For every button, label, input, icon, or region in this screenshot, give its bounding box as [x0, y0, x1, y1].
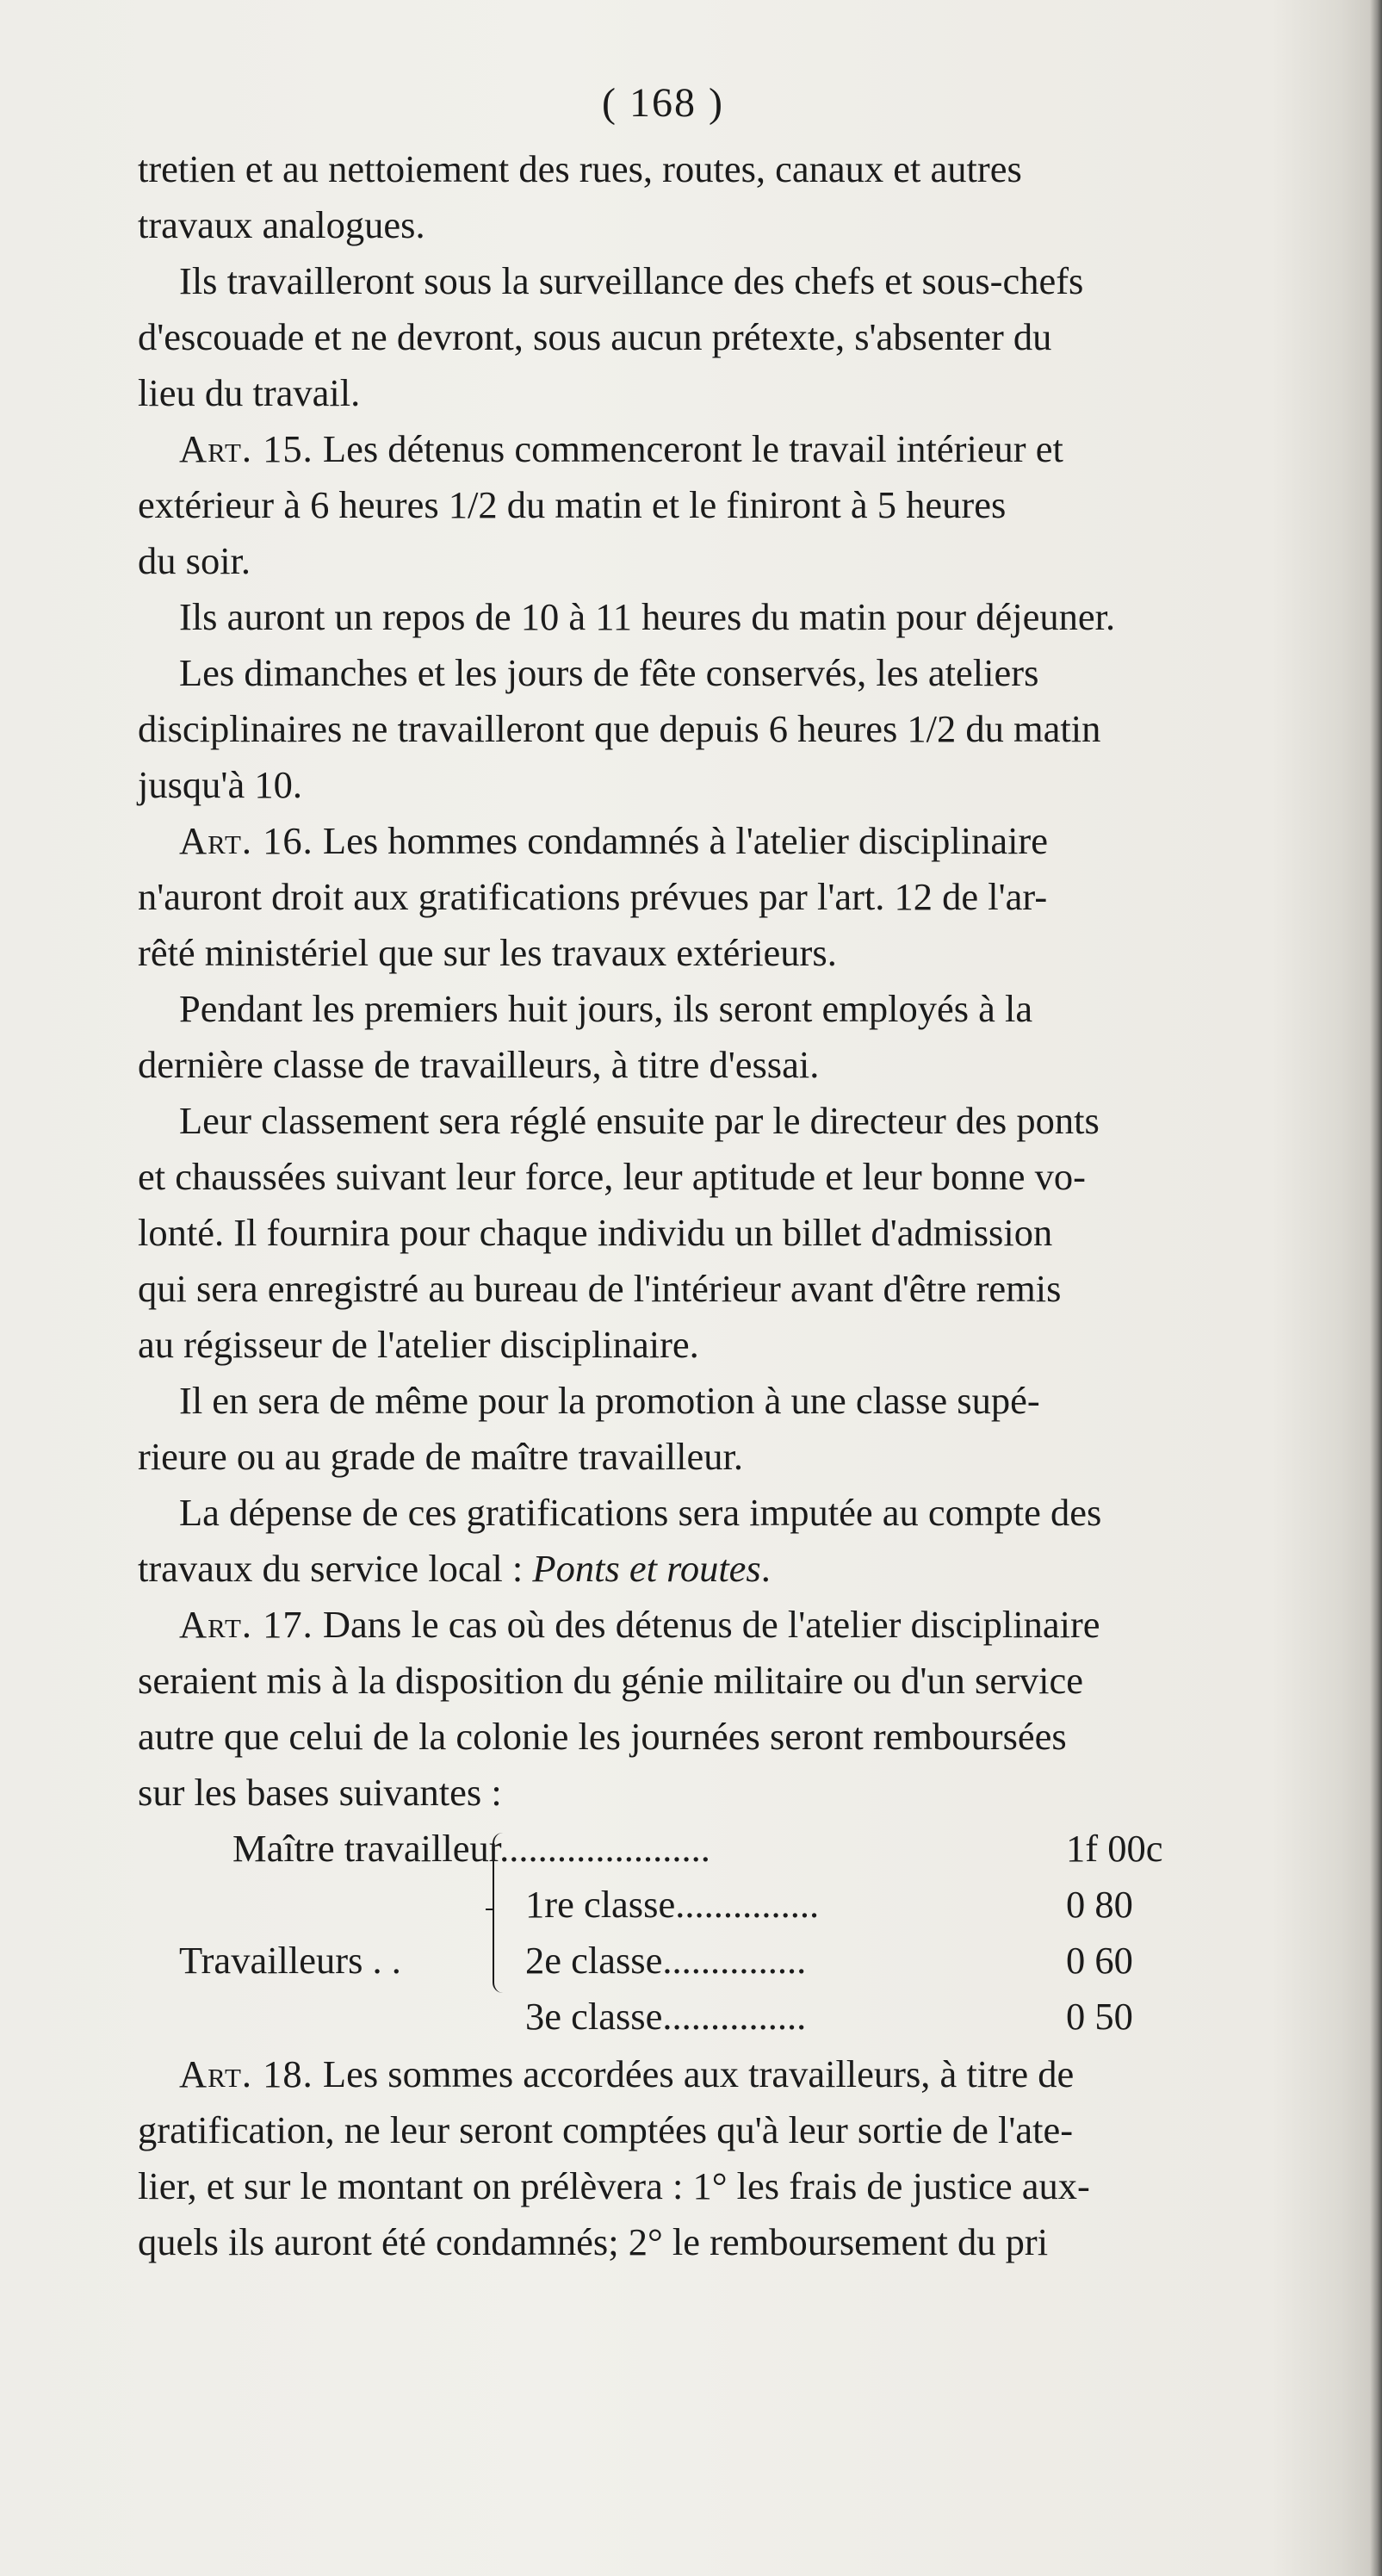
text-line: Les détenus commenceront le travail intérieur et [322, 427, 1063, 470]
wage-row-class1: 1re classe............... [525, 1883, 820, 1926]
brace [493, 1833, 506, 1993]
text-line: Ils auront un repos de 10 à 11 heures du matin pour déjeuner. [179, 595, 1116, 638]
article-line [138, 2046, 1360, 2102]
text-line: Ils travailleront sous la surveillance des chefs et sous-chefs [179, 259, 1084, 302]
page-number: ( 168 ) [602, 80, 724, 126]
text-line: rieure ou au grade de maître travailleur. [138, 1435, 744, 1478]
italic-title: Ponts et routes [532, 1547, 761, 1590]
text-line: tretien et au nettoiement des rues, routes, canaux et autres [138, 147, 1022, 190]
wage-row-class2: 2e classe............... [525, 1939, 807, 1982]
text-line: lonté. Il fournira pour chaque individu un billet d'admission [138, 1211, 1053, 1254]
article-line [138, 1597, 1360, 1653]
wage-row-class3: 3e classe............... [525, 1995, 807, 2038]
text-line: au régisseur de l'atelier disciplinaire. [138, 1323, 699, 1366]
text-line: lier, et sur le montant on prélèvera : 1° les frais de justice aux- [138, 2164, 1090, 2207]
text-line: qui sera enregistré au bureau de l'intérieur avant d'être remis [138, 1267, 1062, 1310]
body-text [138, 141, 1360, 2270]
text-line: sur les bases suivantes : [138, 1771, 502, 1814]
wage-label: Maître travailleur [232, 1827, 500, 1870]
wage-value: 0 50 [1066, 1995, 1133, 2038]
text-line: dernière classe de travailleurs, à titre d'essai. [138, 1043, 820, 1086]
text-line: jusqu'à 10. [138, 763, 302, 806]
text-line: Les dimanches et les jours de fête conservés, les ateliers [179, 651, 1039, 694]
wage-value: 1f 00c [1066, 1827, 1163, 1870]
text-line: autre que celui de la colonie les journées seront remboursées [138, 1715, 1067, 1758]
text-line: rêté ministériel que sur les travaux extérieurs. [138, 931, 837, 974]
text-line: d'escouade et ne devront, sous aucun prétexte, s'absenter du [138, 315, 1052, 358]
text-line: seraient mis à la disposition du génie militaire ou d'un service [138, 1659, 1084, 1702]
text-line: du soir. [138, 539, 251, 582]
text-line: et chaussées suivant leur force, leur aptitude et leur bonne vo- [138, 1155, 1086, 1198]
text-line: lieu du travail. [138, 371, 361, 414]
article-label: Art. 18. [179, 2052, 313, 2095]
article-line [138, 813, 1360, 869]
article-line [138, 421, 1360, 477]
wage-row-master: Maître travailleur...................... [232, 1827, 710, 1870]
text-line: Leur classement sera réglé ensuite par le directeur des ponts [179, 1099, 1100, 1142]
text-line: gratification, ne leur seront comptées qu'à leur sortie de l'ate- [138, 2108, 1074, 2151]
text-line: travaux du service local : Ponts et routes. [138, 1547, 771, 1590]
text-line: Les sommes accordées aux travailleurs, à titre de [322, 2052, 1075, 2095]
text-line: n'auront droit aux gratifications prévues par l'art. 12 de l'ar- [138, 875, 1048, 918]
wage-table [138, 1821, 1360, 2046]
wage-value: 0 60 [1066, 1939, 1133, 1982]
article-label: Art. 16. [179, 819, 313, 862]
wage-value: 0 80 [1066, 1883, 1133, 1926]
text-line: extérieur à 6 heures 1/2 du matin et le finiront à 5 heures [138, 483, 1007, 526]
article-label: Art. 15. [179, 427, 313, 470]
text-line: Les hommes condamnés à l'atelier disciplinaire [322, 819, 1049, 862]
text-line: disciplinaires ne travailleront que depuis 6 heures 1/2 du matin [138, 707, 1101, 750]
text-line: La dépense de ces gratifications sera imputée au compte des [179, 1491, 1102, 1534]
binding-shadow [1370, 0, 1382, 2576]
text-line: Dans le cas où des détenus de l'atelier disciplinaire [322, 1603, 1100, 1646]
text-line: Il en sera de même pour la promotion à une classe supé- [179, 1379, 1040, 1422]
article-label: Art. 17. [179, 1603, 313, 1646]
workers-label: Travailleurs . . [179, 1939, 401, 1982]
text-line: Pendant les premiers huit jours, ils seront employés à la [179, 987, 1033, 1030]
text-line: quels ils auront été condamnés; 2° le remboursement du pri [138, 2220, 1049, 2263]
text-line: travaux analogues. [138, 203, 425, 246]
